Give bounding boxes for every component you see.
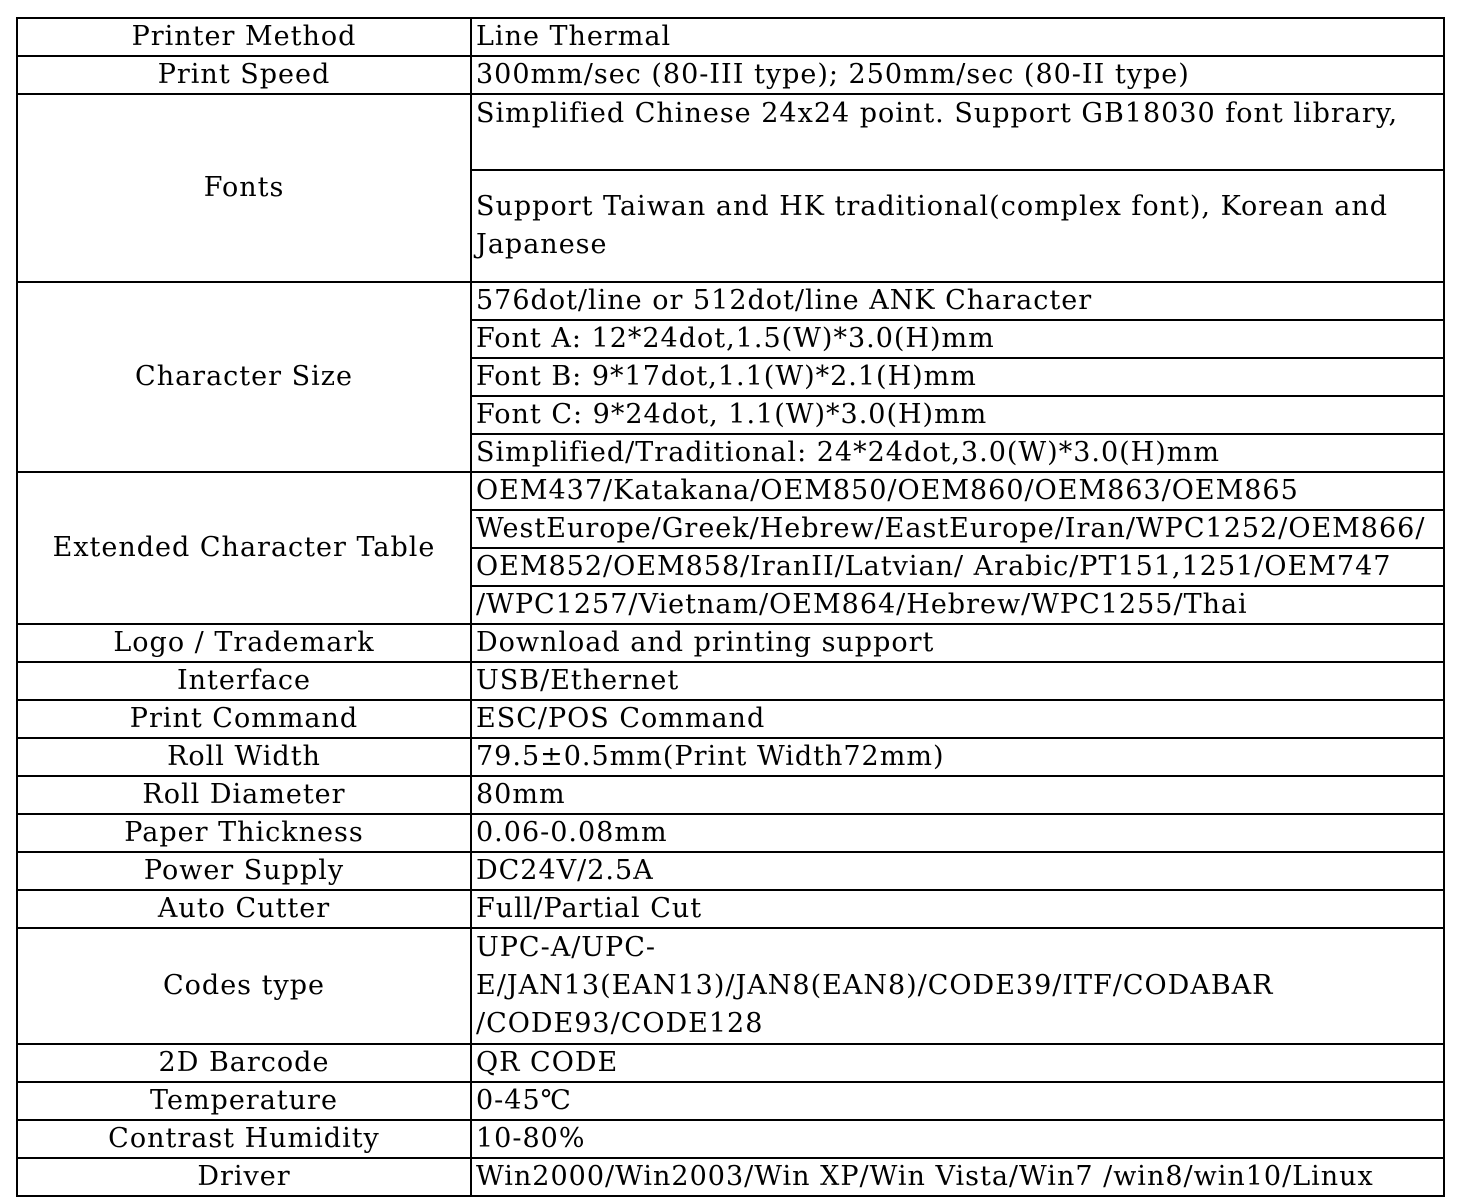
spec-value-fonts-1: Simplified Chinese 24x24 point. Support GB18030 font library, xyxy=(471,94,1444,170)
spec-value-auto-cutter: Full/Partial Cut xyxy=(471,890,1444,928)
table-row xyxy=(17,1158,1444,1196)
table-row xyxy=(17,56,1444,94)
table-row xyxy=(17,282,1444,320)
spec-value-power-supply: DC24V/2.5A xyxy=(471,852,1444,890)
table-row xyxy=(17,1044,1444,1082)
spec-label-2d-barcode: 2D Barcode xyxy=(17,1044,471,1082)
spec-value-fonts-2: Support Taiwan and HK traditional(complex font), Korean and Japanese xyxy=(471,170,1444,282)
spec-label-interface: Interface xyxy=(17,662,471,700)
spec-label-fonts: Fonts xyxy=(17,94,471,282)
table-row xyxy=(17,662,1444,700)
spec-value-print-command: ESC/POS Command xyxy=(471,700,1444,738)
table-row xyxy=(17,472,1444,510)
spec-value-character-size-2: Font A: 12*24dot,1.5(W)*3.0(H)mm xyxy=(471,320,1444,358)
spec-label-logo-trademark: Logo / Trademark xyxy=(17,624,471,662)
spec-value-extended-character-table-4: /WPC1257/Vietnam/OEM864/Hebrew/WPC1255/Thai xyxy=(471,586,1444,624)
spec-label-print-command: Print Command xyxy=(17,700,471,738)
spec-label-power-supply: Power Supply xyxy=(17,852,471,890)
spec-value-contrast-humidity: 10-80% xyxy=(471,1120,1444,1158)
spec-value-print-speed: 300mm/sec (80-III type); 250mm/sec (80-II type) xyxy=(471,56,1444,94)
spec-value-character-size-5: Simplified/Traditional: 24*24dot,3.0(W)*3.0(H)mm xyxy=(471,434,1444,472)
table-row xyxy=(17,890,1444,928)
spec-label-character-size: Character Size xyxy=(17,282,471,472)
spec-value-driver: Win2000/Win2003/Win XP/Win Vista/Win7 /win8/win10/Linux xyxy=(471,1158,1444,1196)
spec-value-printer-method: Line Thermal xyxy=(471,18,1444,56)
spec-value-temperature: 0-45℃ xyxy=(471,1082,1444,1120)
spec-value-2d-barcode: QR CODE xyxy=(471,1044,1444,1082)
spec-label-roll-width: Roll Width xyxy=(17,738,471,776)
spec-value-extended-character-table-3: OEM852/OEM858/IranII/Latvian/ Arabic/PT151,1251/OEM747 xyxy=(471,548,1444,586)
spec-label-auto-cutter: Auto Cutter xyxy=(17,890,471,928)
table-row xyxy=(17,814,1444,852)
spec-value-character-size-3: Font B: 9*17dot,1.1(W)*2.1(H)mm xyxy=(471,358,1444,396)
spec-table xyxy=(16,17,1445,1197)
spec-value-character-size-1: 576dot/line or 512dot/line ANK Character xyxy=(471,282,1444,320)
table-row xyxy=(17,1082,1444,1120)
spec-label-temperature: Temperature xyxy=(17,1082,471,1120)
table-row xyxy=(17,624,1444,662)
table-row xyxy=(17,18,1444,56)
spec-value-extended-character-table-2: WestEurope/Greek/Hebrew/EastEurope/Iran/WPC1252/OEM866/ xyxy=(471,510,1444,548)
table-row xyxy=(17,928,1444,1044)
spec-value-character-size-4: Font C: 9*24dot, 1.1(W)*3.0(H)mm xyxy=(471,396,1444,434)
spec-value-roll-diameter: 80mm xyxy=(471,776,1444,814)
table-row xyxy=(17,1120,1444,1158)
spec-value-codes-type: UPC-A/UPC-E/JAN13(EAN13)/JAN8(EAN8)/CODE39/ITF/CODABAR /CODE93/CODE128 xyxy=(471,928,1444,1044)
spec-label-extended-character-table: Extended Character Table xyxy=(17,472,471,624)
spec-value-logo-trademark: Download and printing support xyxy=(471,624,1444,662)
table-row xyxy=(17,700,1444,738)
table-row xyxy=(17,852,1444,890)
spec-label-printer-method: Printer Method xyxy=(17,18,471,56)
spec-label-roll-diameter: Roll Diameter xyxy=(17,776,471,814)
spec-label-driver: Driver xyxy=(17,1158,471,1196)
spec-value-paper-thickness: 0.06-0.08mm xyxy=(471,814,1444,852)
table-row xyxy=(17,738,1444,776)
spec-value-roll-width: 79.5±0.5mm(Print Width72mm) xyxy=(471,738,1444,776)
spec-label-contrast-humidity: Contrast Humidity xyxy=(17,1120,471,1158)
spec-label-codes-type: Codes type xyxy=(17,928,471,1044)
table-row xyxy=(17,94,1444,170)
spec-value-extended-character-table-1: OEM437/Katakana/OEM850/OEM860/OEM863/OEM865 xyxy=(471,472,1444,510)
spec-value-interface: USB/Ethernet xyxy=(471,662,1444,700)
spec-label-paper-thickness: Paper Thickness xyxy=(17,814,471,852)
table-row xyxy=(17,776,1444,814)
spec-label-print-speed: Print Speed xyxy=(17,56,471,94)
